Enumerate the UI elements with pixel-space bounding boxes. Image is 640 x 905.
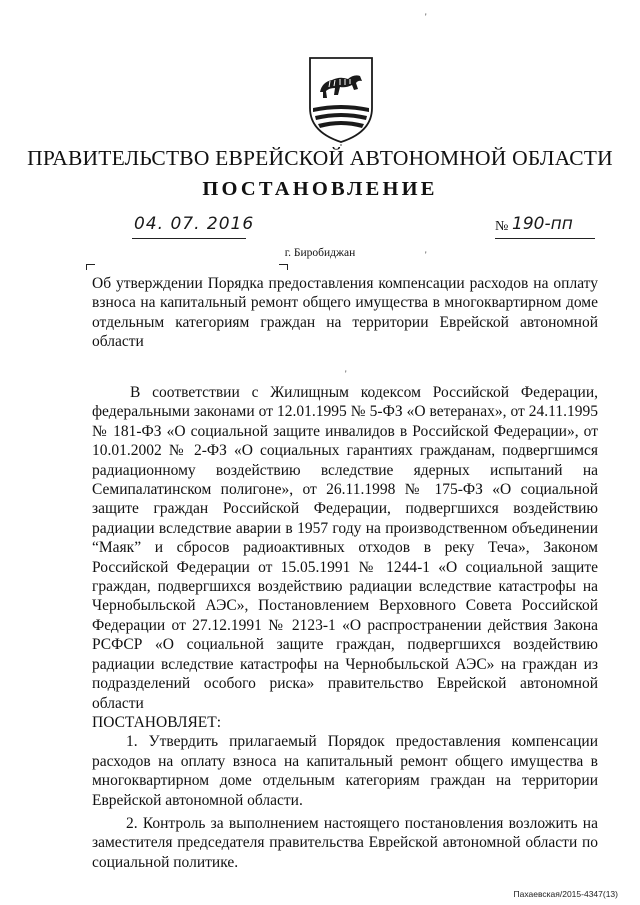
- handwritten-number: 190-пп: [512, 214, 573, 234]
- scan-mark: ': [425, 12, 427, 22]
- preamble-paragraph: В соответствии с Жилищным кодексом Российской Федерации, федеральными законами от 12.01.1995 № 5-ФЗ «О ветеранах», от 24.11.1995 № 181-ФЗ «О социальной защите инвалидов в Российской Федерации», от 10.01.2002 № 2-ФЗ «О социальных гарантиях гражданам, подвергшимся радиационному воздействию вследствие ядерных испытаний на Семипалатинском полигоне», от 26.11.1998 № 175-ФЗ «О социальной защите граждан Российской Федерации, подвергшихся воздействию радиации вследствие аварии в 1957 году на производственном объединении “Маяк” и сбросов радиоактивных отходов в реку Теча», Законом Российской Федерации от 15.05.1991 № 1244-1 «О социальной защите граждан, подвергшихся воздействию радиации вследствие катастрофы на Чернобыльской АЭС», Постановлением Верховного Совета Российской Федерации от 27.12.1991 № 2123-1 «О распространении действия Закона РСФСР «О социальной защите граждан, подвергшихся воздействию радиации вследствие катастрофы на Чернобыльской АЭС» на граждан из подразделений особого риска» правительство Еврейской автономной области: [92, 384, 598, 712]
- scan-mark: ': [345, 369, 347, 379]
- scan-mark: ': [425, 250, 427, 260]
- number-line: [495, 216, 595, 239]
- footer-document-code: Пахаевская/2015-4347(13): [513, 889, 618, 899]
- coat-of-arms-icon: [296, 52, 386, 146]
- handwritten-date: 04. 07. 2016: [134, 214, 255, 234]
- city-name: г. Биробиджан: [284, 247, 356, 259]
- subject-bracket-right: [279, 264, 288, 270]
- document-type-title: ПОСТАНОВЛЕНИЕ: [202, 178, 438, 200]
- document-body: [92, 383, 598, 872]
- date-line: [132, 214, 255, 239]
- decree-word: ПОСТАНОВЛЯЕТ:: [92, 713, 222, 731]
- government-title: ПРАВИТЕЛЬСТВО ЕВРЕЙСКОЙ АВТОНОМНОЙ ОБЛАСТИ: [27, 146, 613, 170]
- subject-bracket-left: [86, 264, 95, 270]
- decree-item-2: 2. Контроль за выполнением настоящего постановления возложить на заместителя председателя правительства Еврейской автономной области по социальной политике.: [92, 814, 598, 871]
- decree-item-1: 1. Утвердить прилагаемый Порядок предоставления компенсации расходов на оплату взноса на капитальный ремонт общего имущества в многоквартирном доме отдельным категориям граждан на территории Еврейской автономной области.: [92, 733, 598, 809]
- number-sign: №: [495, 219, 509, 234]
- document-subject: Об утверждении Порядка предоставления компенсации расходов на оплату взноса на капитальный ремонт общего имущества в многоквартирном доме отдельным категориям граждан на территории Еврейской автономной области: [92, 275, 598, 350]
